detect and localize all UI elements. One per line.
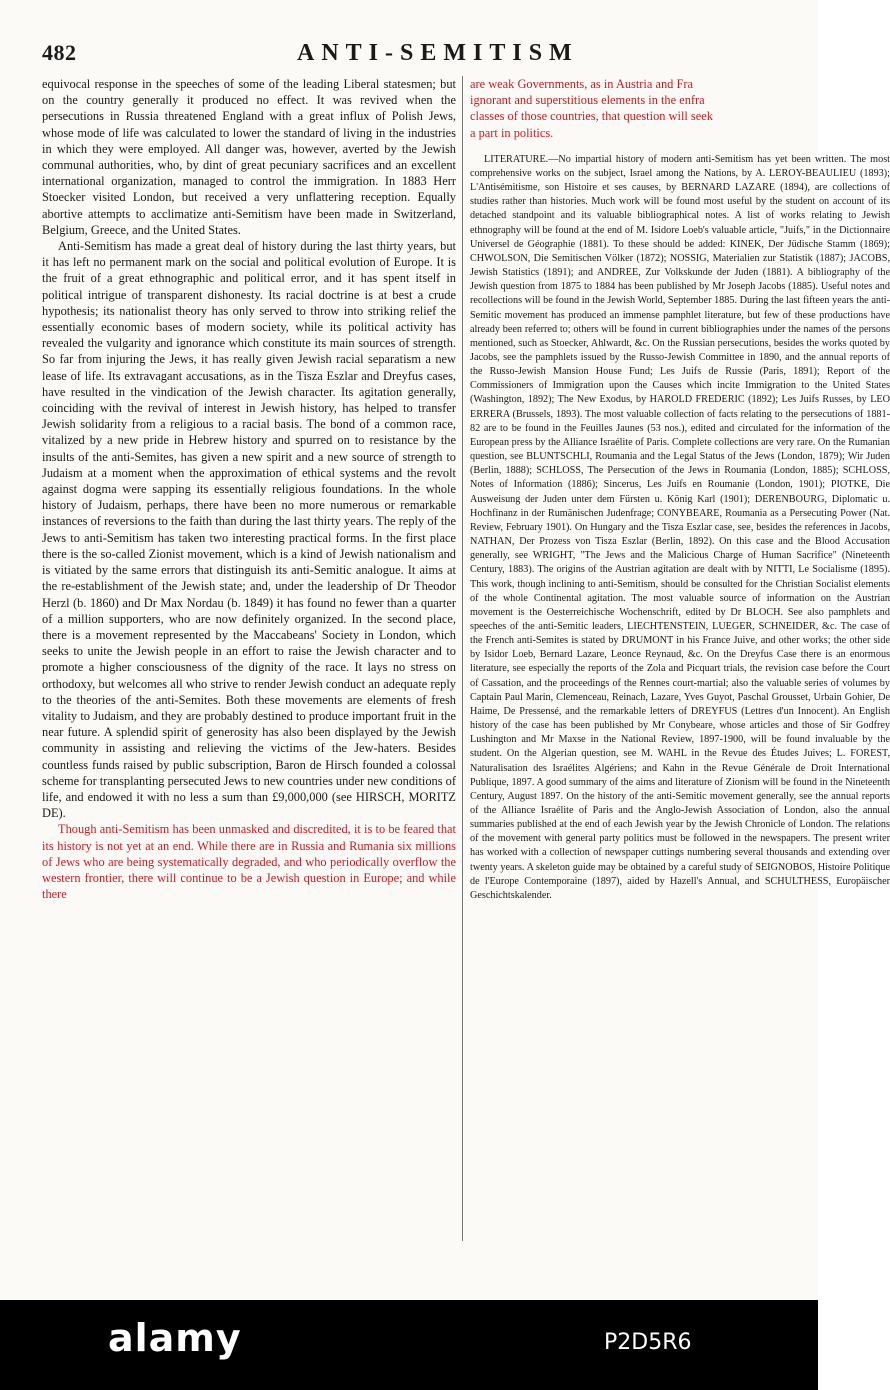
continuation-line: ignorant and superstitious elements in the enfra <box>470 93 705 108</box>
literature-section <box>470 153 890 903</box>
watermark-footer <box>0 1300 818 1390</box>
literature-paragraph: LITERATURE.—No impartial history of modern anti-Semitism has yet been written. The most comprehensive works on the subject, Israel among the Nations, by A. LEROY-BEAULIEU (1893); L'Antisémitisme, son Histoire et ses causes, by BERNARD LAZARE (1894), are collections of studies rather than histories. Much work will be found most useful by the student on account of its detached standpoint and its valuable bibliographical notes. A list of works relating to Jewish ethnography will be found at the end of M. Isidore Loeb's valuable article, "Juifs," in the Dictionnaire Universel de Géographie (1881). To these should be added: KINEK, Der Jüdische Stamm (1869); CHWOLSON, Die Semitischen Völker (1872); NOSSIG, Materialien zur Statistik (1887); JACOBS, Jewish Statistics (1891); and ANDREE, Zur Volkskunde der Juden (1881). A bibliography of the Jewish question from 1875 to 1884 has been published by Mr Joseph Jacobs (1885). Useful notes and recollections will be found in the Jewish World, September 1885. During the last fifteen years the anti-Semitic movement has produced an immense pamphlet literature, but few of these productions have already been referred to; others will be found in current bibliographies under the names of the persons mentioned, such as Stoecker, Ahlwardt, &c. On the Russian persecutions, besides the works quoted by Jacobs, see the pamphlets issued by the Russo-Jewish Committee in 1890, and the annual reports of the Russo-Jewish Mansion House Fund; Les Juifs de Russie (Paris, 1891); Report of the Commissioners of Immigration upon the Causes which incite Immigration to the United States (Washington, 1892); The New Exodus, by HAROLD FREDERIC (1892); Les Juifs Russes, by LEO ERRERA (Brussels, 1893). The most valuable collection of facts relating to the persecutions of 1881-82 are to be found in the Feuilles Jaunes (53 nos.), edited and circulated for the information of the European press by the Alliance Israélite of Paris. Complete collections are very rare. On the Rumanian question, see BLUNTSCHLI, Roumania and the Legal Status of the Jews (London, 1879); Wir Juden (Berlin, 1888); SCHLOSS, The Persecution of the Jews in Roumania (London, 1885); SCHLOSS, Notes of Information (1886); Sincerus, Les Juifs en Roumanie (London, 1901); PIOTKE, Die Ausweisung der Juden unter dem Fürsten u. König Karl (1901); DERENBOURG, Diplomatic u. Hochfinanz in der Rumänischen Judenfrage; CONYBEARE, Roumania as a Persecuting Power (Nat. Review, February 1901). On Hungary and the Tisza Eszlar case, see, besides the references in Jacobs, NATHAN, Der Prozess von Tisza Eszlar (Berlin, 1892). On this case and the Blood Accusation generally, see WRIGHT, "The Jews and the Malicious Charge of Human Sacrifice" (Nineteenth Century, 1883). The origins of the Austrian agitation are dealt with by NITTI, Le Socialisme (1895). This work, though inclining to anti-Semitism, should be consulted for the Christian Socialist elements of the whole Continental agitation. The most valuable source of information on the Austrian movement is the Oesterreichische Wochenschrift, edited by Dr BLOCH. See also pamphlets and speeches of the anti-Semitic leaders, LIECHTENSTEIN, LUEGER, SCHNEIDER, &c. The case of the French anti-Semites is stated by DRUMONT in his France Juive, and other works; the other side by Isidor Loeb, Bernard Lazare, Leonce Reynaud, &c. On the Dreyfus Case there is an enormous literature, see especially the reports of the Zola and Picquart trials, the revision case before the Court of Cassation, and the proceedings of the Rennes court-martial; also the valuable series of volumes by Captain Paul Marin, Clemenceau, Reinach, Lazare, Yves Guyot, Paschal Grousset, Urbain Gohier, De Haime, De Pressensé, and the remarkable letters of DREYFUS (Lettres d'un Innocent). An English history of the case has been published by Mr Conybeare, whose articles and those of Sir Godfrey Lushington and Mr Maxse in the National Review, 1897-1900, will be found invaluable by the student. On the Algerian question, see M. WAHL in the Revue des Études Juives; L. FOREST, Naturalisation des Israélites Algériens; and Kahn in the Revue Générale de Droit International Publique, 1897. A good summary of the aims and literature of Zionism will be found in the Nineteenth Century, August 1897. On the history of the anti-Semitic movement generally, see the annual reports of the Alliance Israélite of Paris and the Anglo-Jewish Association of London, also the annual summaries published at the end of each Jewish year by the Jewish Chronicle of London. The relations of the movement with general party politics must be followed in the newspapers. The present writer has worked with a collection of newspaper cuttings numbering several thousands and extending over twenty years. A skeleton guide may be obtained by a careful study of SEIGNOBOS, Histoire Politique de l'Europe Contemporaine (1897), aided by Hazell's Annual, and SCHULTHESS, Europäischer Geschichtskalender. <box>470 153 890 901</box>
alamy-logo: alamy <box>108 1316 242 1360</box>
image-id: P2D5R6 <box>604 1330 692 1355</box>
paragraph-immigration: equivocal response in the speeches of some of the leading Liberal statesmen; but on the country generally it produced no effect. It was revived when the persecutions in Russia threatened England with a great influx of Polish Jews, whose mode of life was calculated to lower the standard of living in the industries in which they were employed. All danger was, however, averted by the Jewish communal authorities, who, by dint of great pecuniary sacrifices and an excellent international organization, managed to control the immigration. In 1883 Herr Stoecker visited London, but received a very unflattering reception. Equally abortive attempts to acclimatize anti-Semitism have been made in Switzerland, Belgium, Greece, and the United States. <box>42 77 456 237</box>
continuation-line: are weak Governments, as in Austria and Fra <box>470 77 693 91</box>
continuation-line: classes of those countries, that question will seek <box>470 109 713 124</box>
right-column <box>470 76 890 903</box>
paragraph-history: Anti-Semitism has made a great deal of history during the last thirty years, but it has left no permanent mark on the social and political evolution of Europe. It is the fruit of a great ethnographic and political error, and it has spent itself in political intrigue of transparent dishonesty. Its racial doctrine is at best a crude hypothesis; its nationalist theory has only served to throw into striking relief the essentially economic bases of modern society, while its political activity has revealed the vulgarity and ignorance which constitute its main sources of strength. So far from injuring the Jews, it has really given Jewish racial separatism a new lease of life. Its extravagant accusations, as in the Tisza Eszlar and Dreyfus cases, have resulted in the vindication of the Jewish character. Its agitation generally, coinciding with the revival of interest in Jewish history, has helped to transfer Jewish solidarity from a religious to a racial basis. The bond of a common race, vitalized by a new pride in Hebrew history and spurred on to resistance by the insults of the anti-Semites, has given a new spirit and a new source of strength to Judaism at a moment when the approximation of ethical systems and the revolt against dogma were sapping its essentially religious foundations. In the whole history of Judaism, perhaps, there have been no more numerous or remarkable instances of reversions to the faith than during the last thirty years. The reply of the Jews to anti-Semitism has taken two interesting practical forms. In the first place there is the so-called Zionist movement, which is a kind of Jewish nationalism and is vitiated by the same errors that distinguish its anti-Semitic analogue. It aims at the re-establishment of the Jewish state; and, under the leadership of Dr Theodor Herzl (b. 1860) and Dr Max Nordau (b. 1849) it has found no fewer than a quarter of a million supporters, who are now definitely organized. In the second place, there is a movement represented by the Maccabeans' Society in London, which seeks to unite the Jewish people in an effort to raise the Jewish character and to promote a higher consciousness of the dignity of the race. It lays no stress on orthodoxy, but welcomes all who strive to render Jewish conduct an adequate reply to the theories of the anti-Semites. Both these movements are elements of fresh vitality to Judaism, and they are probably destined to produce important fruit in the near future. A splendid spirit of generosity has also been displayed by the Jewish community in assisting and relieving the victims of the Jew-haters. Besides countless funds raised by public subscription, Baron de Hirsch founded a colossal scheme for transplanting persecuted Jews to new countries under new conditions of life, and endowed it with no less a sum than £9,000,000 (see HIRSCH, MORITZ DE). <box>42 239 456 821</box>
continuation-line: a part in politics. <box>470 125 554 140</box>
paragraph-conclusion: Though anti-Semitism has been unmasked and discredited, it is to be feared that its history is not yet at an end. While there are in Russia and Rumania six millions of Jews who are being systematically degraded, and who periodically overflow the western frontier, there will continue to be a Jewish question in Europe; and while there <box>42 822 456 902</box>
page-header <box>42 38 818 72</box>
running-title: ANTI-SEMITISM <box>297 40 579 66</box>
left-column <box>42 76 456 902</box>
page-number: 482 <box>42 40 77 65</box>
conclusion-continuation <box>470 76 830 141</box>
column-divider <box>462 76 463 1241</box>
